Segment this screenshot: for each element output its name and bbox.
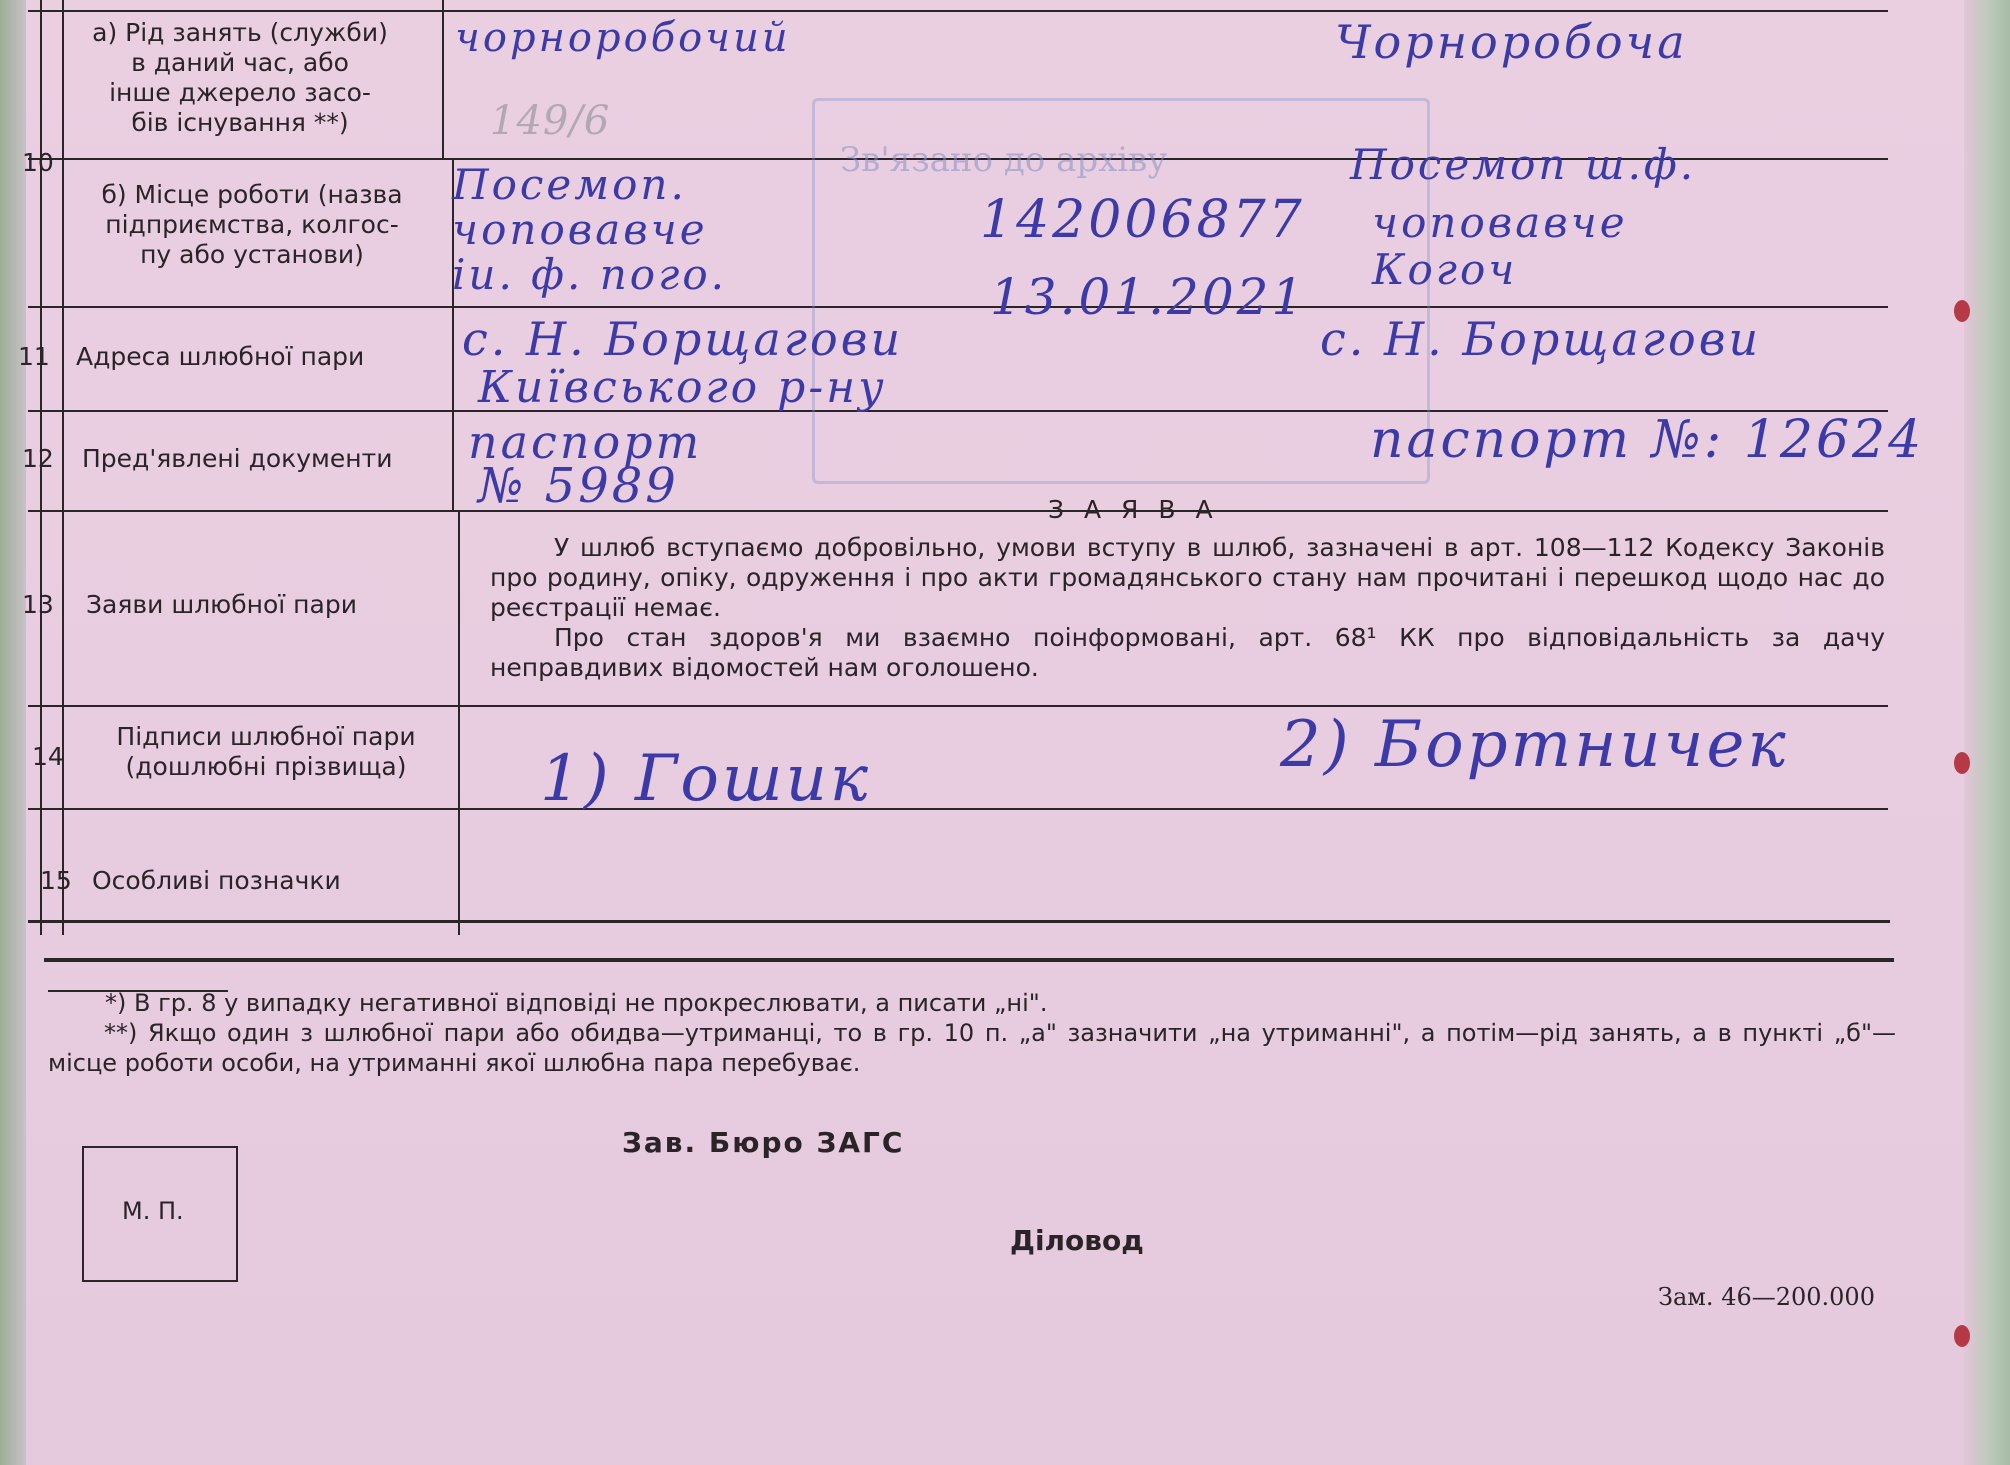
- row-14-label: Підписи шлюбної пари (дошлюбні прізвища): [116, 722, 416, 781]
- number-column-line: [62, 0, 64, 935]
- label-column-line: [458, 510, 460, 935]
- row-12-handwriting-bride: паспорт №: 12624: [1370, 410, 1925, 470]
- row-10b-handwriting-groom-2: чоповавче: [452, 205, 708, 254]
- row-10a-handwriting-groom: чорноробочий: [455, 15, 791, 61]
- pencil-note: 149/6: [490, 98, 611, 144]
- row-10a-label: а) Рід занять (служби) в даний час, або інше джерело засо- бів існування **): [92, 18, 388, 137]
- row-number-15: 15: [40, 866, 72, 895]
- table-bottom-rule: [44, 958, 1894, 962]
- binding-hole: [1954, 752, 1970, 774]
- label-column-line: [442, 0, 444, 160]
- row-number-14: 14: [32, 742, 64, 771]
- row-number-10: 10: [22, 148, 54, 177]
- row-number-12: 12: [22, 444, 54, 473]
- stamp-text: Зв'язано до архіву: [840, 140, 1168, 180]
- row-11-label: Адреса шлюбної пари: [76, 342, 365, 371]
- row-line: [28, 10, 1888, 12]
- footnote-1: *) В гр. 8 у випадку негативної відповіді не прокреслювати, а писати „ні".: [105, 989, 1048, 1017]
- signature-bride: 2) Бортничек: [1280, 708, 1789, 782]
- row-11-handwriting-groom-2: Київського р-ну: [478, 362, 887, 413]
- registry-head-title: Зав. Бюро ЗАГС: [622, 1126, 905, 1159]
- row-line: [28, 808, 1888, 810]
- binding-hole: [1954, 300, 1970, 322]
- stamp-number: 142006877: [980, 190, 1305, 250]
- row-10a-handwriting-bride: Чорноробоча: [1335, 15, 1688, 69]
- print-order-number: Зам. 46—200.000: [1658, 1283, 1875, 1311]
- row-11-handwriting-groom-1: с. Н. Борщагови: [462, 312, 904, 366]
- statement-paragraph-2: Про стан здоров'я ми взаємно поінформовані, арт. 68¹ КК про відповідальність за дачу неправдивих відомостей нам оголошено.: [490, 623, 1885, 682]
- row-number-11: 11: [18, 342, 50, 371]
- clerk-title: Діловод: [1010, 1224, 1144, 1257]
- row-10b-handwriting-bride-1: Посемоп ш.ф.: [1350, 140, 1697, 189]
- row-10b-label: б) Місце роботи (назва підприємства, колгос- пу або установи): [101, 180, 403, 269]
- row-number-13: 13: [22, 590, 54, 619]
- row-10b-handwriting-bride-2: чоповавче: [1372, 198, 1628, 247]
- row-15-label: Особливі позначки: [92, 866, 341, 895]
- row-line: [28, 510, 1888, 512]
- row-12-handwriting-groom-2: № 5989: [478, 458, 679, 514]
- row-12-label: Пред'явлені документи: [82, 444, 393, 473]
- row-12-handwriting-groom-1: паспорт: [468, 415, 703, 469]
- row-13-label: Заяви шлюбної пари: [86, 590, 357, 619]
- statement-paragraph-1: У шлюб вступаємо добровільно, умови вступу в шлюб, зазначені в арт. 108—112 Кодексу Законів про родину, опіку, одруження і про акти громадянського стану нам прочитані і перешкод щодо нас до реєстрації немає.: [490, 533, 1885, 622]
- signature-groom: 1) Гошик: [540, 742, 871, 816]
- row-10b-handwriting-groom-3: іи. ф. пого.: [452, 250, 727, 299]
- binding-hole: [1954, 1325, 1970, 1347]
- row-line: [28, 705, 1888, 707]
- footnote-2: **) Якщо один з шлюбної пари або обидва—утриманці, то в гр. 10 п. „а" зазначити „на утриманні", а потім—рід занять, а в пункті „б"—місце роботи особи, на утриманні якої шлюбна пара перебуває.: [48, 1019, 1896, 1077]
- row-10b-handwriting-groom-1: Посемоп.: [452, 160, 687, 209]
- page-edge-right: [1964, 0, 2010, 1465]
- stamp-date: 13.01.2021: [990, 268, 1307, 326]
- statement-title: З А Я В А: [1048, 495, 1219, 524]
- seal-label: М. П.: [122, 1197, 184, 1225]
- row-10b-handwriting-bride-3: Когоч: [1372, 245, 1518, 294]
- page-edge-left: [0, 0, 26, 1465]
- row-11-handwriting-bride: с. Н. Борщагови: [1320, 312, 1762, 366]
- row-line: [28, 920, 1890, 923]
